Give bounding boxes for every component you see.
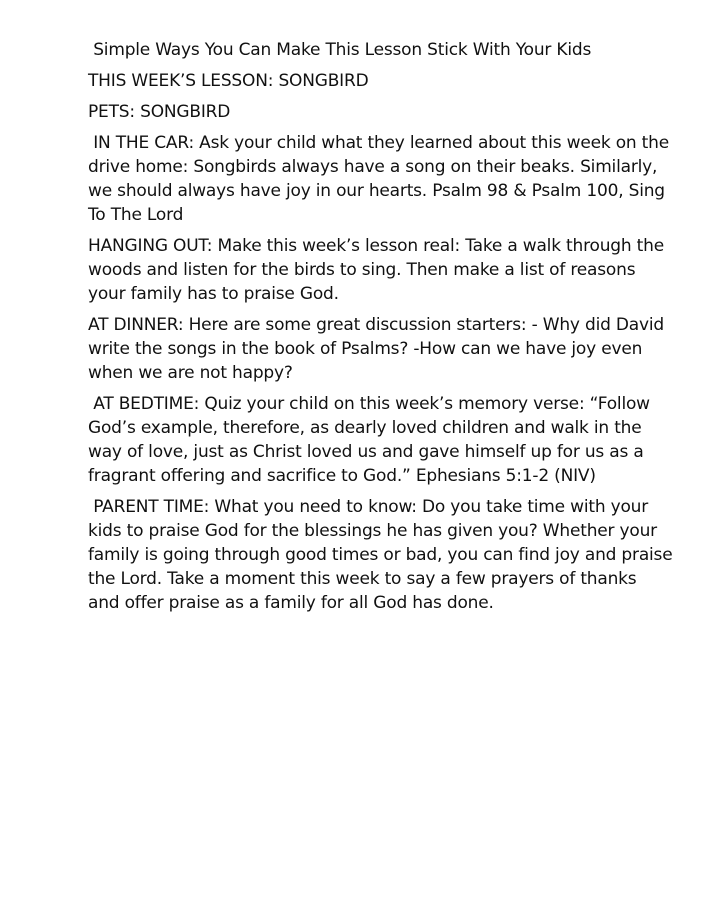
parent-time-paragraph: PARENT TIME: What you need to know: Do you take time with your kids to praise God for the blessings he has given you? Whether your family is going through good times or bad, you can find joy and praise the Lord. Take a moment this week to say a few prayers of thanks and offer praise as a family for all God has done.	[88, 497, 678, 613]
in-the-car-paragraph: IN THE CAR: Ask your child what they learned about this week on the drive home: Songbirds always have a song on their beaks. Similarly, we should always have joy in our hearts. Psalm 98 & Psalm 100, Sing To The Lord	[88, 133, 675, 225]
pets-heading: PETS: SONGBIRD	[88, 102, 231, 122]
document-title: Simple Ways You Can Make This Lesson Stick With Your Kids	[88, 40, 592, 60]
lesson-heading: THIS WEEK’S LESSON: SONGBIRD	[88, 71, 369, 91]
at-dinner-paragraph: AT DINNER: Here are some great discussion starters: - Why did David write the songs in the book of Psalms? -How can we have joy even when we are not happy?	[88, 315, 670, 383]
at-bedtime-paragraph: AT BEDTIME: Quiz your child on this week’s memory verse: “Follow God’s example, therefore, as dearly loved children and walk in the way of love, just as Christ loved us and gave himself up for us as a fragrant offering and sacrifice to God.” Ephesians 5:1-2 (NIV)	[88, 394, 656, 486]
hanging-out-paragraph: HANGING OUT: Make this week’s lesson real: Take a walk through the woods and listen for the birds to sing. Then make a list of reasons your family has to praise God.	[88, 236, 670, 304]
document-body	[88, 38, 678, 622]
